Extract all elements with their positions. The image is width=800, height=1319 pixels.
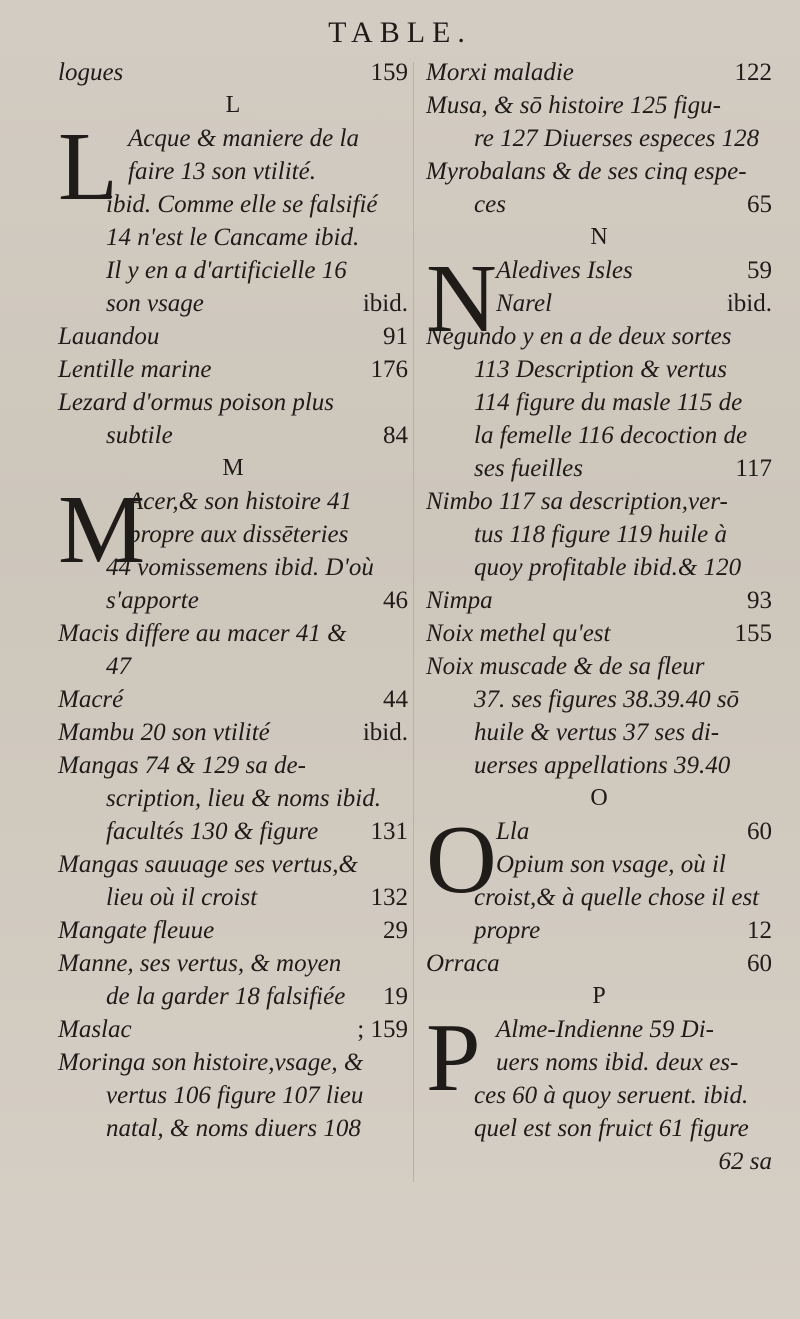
page-reference: ibid.: [726, 290, 772, 317]
entry-text: vertus 106 figure 107 lieu: [106, 1082, 364, 1109]
index-entry: [58, 56, 408, 89]
entry-text: de la garder 18 falsifiée: [106, 983, 346, 1010]
index-entry: [58, 254, 408, 287]
index-entry: [426, 716, 772, 749]
index-entry: [426, 386, 772, 419]
entry-text: 62 sa: [718, 1148, 772, 1175]
entry-text: ses fueilles: [474, 455, 584, 482]
entry-text: Nimbo 117 sa description,ver-: [426, 488, 728, 515]
entry-text: scription, lieu & noms ibid.: [106, 785, 381, 812]
entry-text: Manne, ses vertus, & moyen: [58, 950, 342, 977]
index-entry: [58, 881, 408, 914]
entry-text: s'apporte: [106, 587, 199, 614]
entry-text: natal, & noms diuers 108: [106, 1115, 361, 1142]
index-entry: [426, 914, 772, 947]
page-reference: 59: [747, 257, 772, 284]
entry-text: Maslac: [58, 1016, 132, 1043]
page-reference: 131: [370, 818, 408, 845]
page-reference: 29: [383, 917, 408, 944]
entry-text: uerses appellations 39.40: [474, 752, 731, 779]
entry-text: tus 118 figure 119 huile à: [474, 521, 727, 548]
page-reference: 60: [747, 818, 772, 845]
index-entry: [58, 914, 408, 947]
page-title: TABLE.: [328, 16, 472, 49]
entry-text: subtile: [106, 422, 173, 449]
index-entry: [426, 188, 772, 221]
index-entry: [58, 617, 408, 650]
entry-text: quel est son fruict 61 figure: [474, 1115, 749, 1142]
index-entry: [426, 320, 772, 353]
index-entry: [58, 584, 408, 617]
entry-text: Lauandou: [58, 323, 160, 350]
entry-text: son vsage: [106, 290, 204, 317]
entry-text: croist,& à quelle chose il est: [474, 884, 760, 911]
entry-text: 14 n'est le Cancame ibid.: [106, 224, 360, 251]
index-entry: [426, 155, 772, 188]
index-entry: [58, 782, 408, 815]
index-entry: [58, 1046, 408, 1079]
index-entry: [426, 419, 772, 452]
entry-text: Noix muscade & de sa fleur: [426, 653, 705, 680]
index-entry: [426, 1046, 772, 1079]
index-entry: [426, 1145, 772, 1178]
entry-text: 113 Description & vertus: [474, 356, 727, 383]
entry-text: Alme-Indienne 59 Di-: [496, 1016, 714, 1043]
index-entry: [426, 518, 772, 551]
index-entry: [426, 617, 772, 650]
entry-text: Mangas sauuage ses vertus,&: [58, 851, 358, 878]
index-entry: [426, 1079, 772, 1112]
index-entry: [426, 584, 772, 617]
entry-text: Narel: [496, 290, 553, 317]
index-entry: [58, 947, 408, 980]
index-entry: [426, 353, 772, 386]
entry-text: la femelle 116 decoction de: [474, 422, 748, 449]
index-entry: [426, 947, 772, 980]
entry-text: Macré: [58, 686, 124, 713]
page-reference: 19: [383, 983, 408, 1010]
drop-cap-letter: N: [426, 245, 497, 353]
page-reference: 122: [734, 59, 772, 86]
index-entry: [58, 287, 408, 320]
index-entry: [426, 485, 772, 518]
entry-text: N: [590, 224, 608, 250]
entry-text: propre aux dissēteries: [128, 521, 349, 548]
index-entry: [426, 1112, 772, 1145]
index-entry: [426, 122, 772, 155]
index-entry: [426, 650, 772, 683]
index-entry: [426, 881, 772, 914]
index-entry: [426, 452, 772, 485]
drop-cap-letter: O: [426, 806, 497, 914]
entry-text: Macis differe au macer 41 &: [58, 620, 347, 647]
drop-cap-letter: M: [58, 476, 146, 584]
entry-text: Moringa son histoire,vsage, &: [58, 1049, 364, 1076]
entry-text: 47: [106, 653, 131, 680]
drop-cap-letter: L: [58, 113, 118, 221]
entry-text: Nimpa: [426, 587, 493, 614]
entry-text: 44 vomissemens ibid. D'où: [106, 554, 374, 581]
index-entry: [58, 353, 408, 386]
entry-text: M: [222, 455, 244, 481]
entry-text: 114 figure du masle 115 de: [474, 389, 743, 416]
index-entry: [58, 518, 408, 551]
entry-text: quoy profitable ibid.& 120: [474, 554, 742, 581]
index-entry: [426, 749, 772, 782]
page-reference: 91: [383, 323, 408, 350]
entry-text: Aledives Isles: [496, 257, 633, 284]
index-entry: [58, 1013, 408, 1046]
index-entry: [58, 419, 408, 452]
entry-text: huile & vertus 37 ses di-: [474, 719, 720, 746]
entry-text: L: [225, 92, 241, 118]
entry-text: Lezard d'ormus poison plus: [58, 389, 334, 416]
index-entry: [426, 551, 772, 584]
entry-text: Acque & maniere de la: [128, 125, 359, 152]
entry-text: logues: [58, 59, 124, 86]
entry-text: Morxi maladie: [426, 59, 574, 86]
entry-text: facultés 130 & figure: [106, 818, 319, 845]
page-reference: 84: [383, 422, 408, 449]
entry-text: Mangate fleuue: [58, 917, 215, 944]
entry-text: propre: [474, 917, 541, 944]
page-reference: 44: [383, 686, 408, 713]
index-entry: [426, 56, 772, 89]
entry-text: Orraca: [426, 950, 500, 977]
index-right-column: [426, 56, 772, 1178]
entry-text: Opium son vsage, où il: [496, 851, 726, 878]
page-reference: 159: [370, 59, 408, 86]
index-entry: [58, 155, 408, 188]
entry-text: Il y en a d'artificielle 16: [106, 257, 347, 284]
entry-text: Mambu 20 son vtilité: [58, 719, 270, 746]
index-entry: [58, 1079, 408, 1112]
page-reference: 46: [383, 587, 408, 614]
page-reference: 155: [734, 620, 772, 647]
index-left-column: [58, 56, 408, 1145]
entry-text: Myrobalans & de ses cinq espe-: [426, 158, 747, 185]
page-reference: 176: [370, 356, 408, 383]
index-entry: [426, 683, 772, 716]
index-entry: [58, 1112, 408, 1145]
index-entry: [58, 749, 408, 782]
index-entry: [58, 320, 408, 353]
entry-text: Acer,& son histoire 41: [128, 488, 353, 515]
page-reference: 93: [747, 587, 772, 614]
page-reference: 12: [747, 917, 772, 944]
entry-text: Musa, & sō histoire 125 figu-: [426, 92, 721, 119]
page-reference: 132: [370, 884, 408, 911]
entry-text: P: [592, 983, 606, 1009]
index-entry: [58, 221, 408, 254]
page-reference: 65: [747, 191, 772, 218]
entry-text: Lla: [496, 818, 530, 845]
entry-text: uers noms ibid. deux es-: [496, 1049, 739, 1076]
index-entry: [426, 89, 772, 122]
page-reference: ibid.: [362, 719, 408, 746]
index-entry: [58, 386, 408, 419]
index-entry: [58, 815, 408, 848]
entry-text: re 127 Diuerses especes 128: [474, 125, 760, 152]
entry-text: O: [590, 785, 608, 811]
index-entry: [58, 188, 408, 221]
entry-text: 37. ses figures 38.39.40 sō: [474, 686, 740, 713]
entry-text: ibid. Comme elle se falsifié: [106, 191, 378, 218]
entry-text: lieu où il croist: [106, 884, 258, 911]
entry-text: Noix methel qu'est: [426, 620, 611, 647]
index-entry: [426, 287, 772, 320]
entry-text: ces 60 à quoy seruent. ibid.: [474, 1082, 749, 1109]
entry-text: Lentille marine: [58, 356, 212, 383]
entry-text: Mangas 74 & 129 sa de-: [58, 752, 306, 779]
page-reference: ibid.: [362, 290, 408, 317]
entry-text: Negundo y en a de deux sortes: [426, 323, 732, 350]
entry-text: faire 13 son vtilité.: [128, 158, 316, 185]
index-entry: [58, 848, 408, 881]
entry-text: ces: [474, 191, 506, 218]
index-entry: [426, 848, 772, 881]
index-entry: [58, 683, 408, 716]
index-entry: [58, 716, 408, 749]
page-reference: 117: [735, 455, 772, 482]
index-entry: [58, 551, 408, 584]
index-entry: [58, 650, 408, 683]
index-entry: [58, 980, 408, 1013]
drop-cap-letter: P: [426, 1004, 481, 1112]
page-reference: ; 159: [357, 1016, 408, 1043]
page-reference: 60: [747, 950, 772, 977]
column-divider: [413, 62, 414, 1182]
